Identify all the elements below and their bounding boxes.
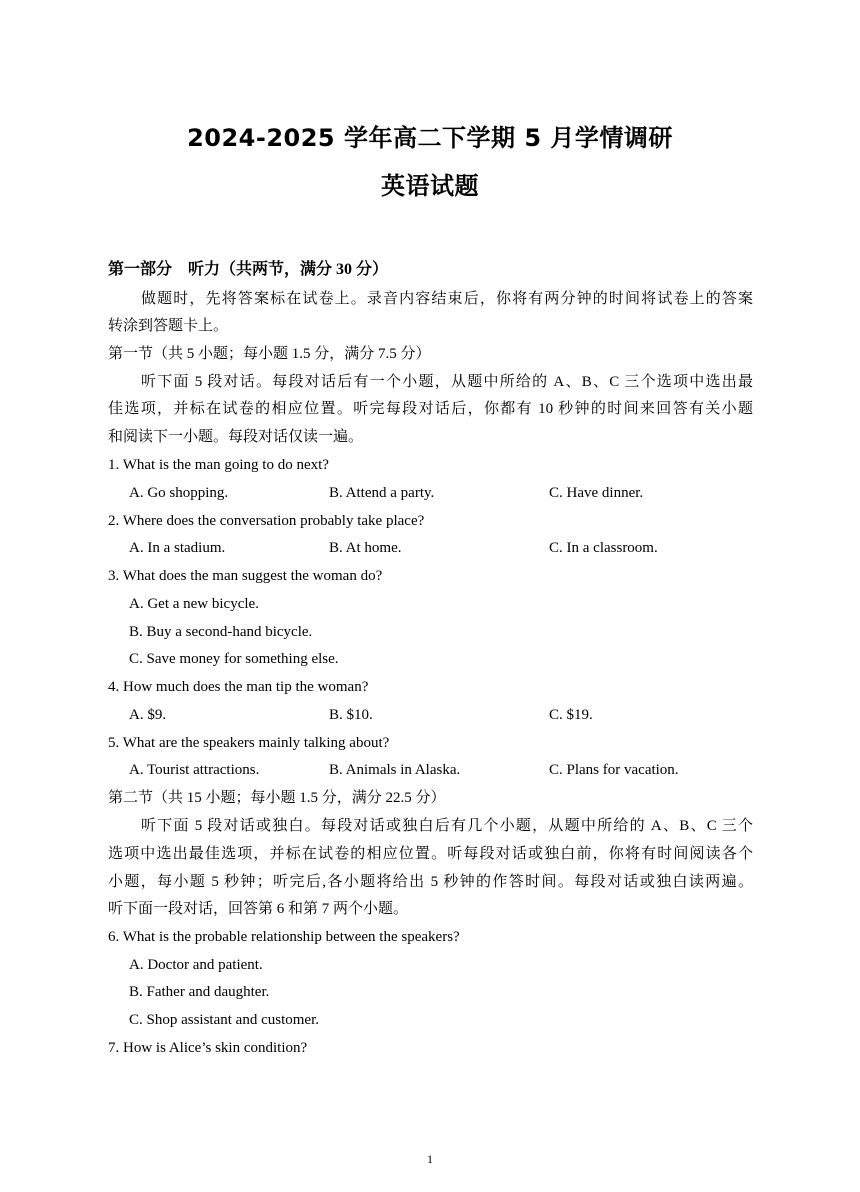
option-a: A. $9. [129, 707, 167, 723]
option-b: B. Father and daughter. [129, 984, 270, 1000]
section2-instructions-line: 小题，每小题 5 秒钟；听完后,各小题将给出 5 秒钟的作答时间。每段对话或独白读两遍。 [108, 874, 753, 890]
part1-heading: 第一部分 听力（共两节，满分 30 分） [108, 261, 389, 278]
option-a: A. Get a new bicycle. [129, 596, 259, 612]
question-stem: 3. What does the man suggest the woman do? [108, 568, 383, 584]
part1-intro-line: 做题时，先将答案标在试卷上。录音内容结束后，你将有两分钟的时间将试卷上的答案 [141, 291, 753, 307]
option-a: A. In a stadium. [129, 540, 226, 556]
question-stem: 1. What is the man going to do next? [108, 457, 329, 473]
question-stem: 6. What is the probable relationship between the speakers? [108, 929, 460, 945]
section1-instructions-line: 听下面 5 段对话。每段对话后有一个小题，从题中所给的 A、B、C 三个选项中选出最 [141, 374, 753, 390]
option-a: A. Tourist attractions. [129, 762, 260, 778]
dialogue-intro: 听下面一段对话，回答第 6 和第 7 两个小题。 [108, 901, 409, 917]
option-c: C. Shop assistant and customer. [129, 1012, 319, 1028]
option-a: A. Go shopping. [129, 485, 229, 501]
section1-instructions-line: 佳选项，并标在试卷的相应位置。听完每段对话后，你都有 10 秒钟的时间来回答有关小题 [108, 401, 753, 417]
option-a: A. Doctor and patient. [129, 957, 263, 973]
section1-instructions-line: 和阅读下一小题。每段对话仅读一遍。 [108, 429, 364, 445]
section2-instructions-line: 听下面 5 段对话或独白。每段对话或独白后有几个小题，从题中所给的 A、B、C 三个 [141, 818, 753, 834]
section1-heading: 第一节（共 5 小题；每小题 1.5 分，满分 7.5 分） [108, 346, 431, 362]
option-b: B. At home. [329, 540, 402, 556]
question-stem: 2. Where does the conversation probably take place? [108, 513, 425, 529]
question-stem: 5. What are the speakers mainly talking about? [108, 735, 390, 751]
question-stem: 7. How is Alice’s skin condition? [108, 1040, 308, 1056]
option-c: C. Have dinner. [549, 485, 644, 501]
option-b: B. $10. [329, 707, 373, 723]
option-c: C. In a classroom. [549, 540, 658, 556]
option-b: B. Buy a second-hand bicycle. [129, 624, 313, 640]
section2-heading: 第二节（共 15 小题；每小题 1.5 分，满分 22.5 分） [108, 790, 446, 806]
option-c: C. Plans for vacation. [549, 762, 679, 778]
question-stem: 4. How much does the man tip the woman? [108, 679, 369, 695]
option-c: C. $19. [549, 707, 593, 723]
exam-subject-title: 英语试题 [381, 172, 479, 200]
exam-title: 2024-2025 学年高二下学期 5 月学情调研 [187, 124, 673, 152]
section2-instructions-line: 选项中选出最佳选项，并标在试卷的相应位置。听每段对话或独白前，你将有时间阅读各个 [108, 846, 753, 862]
option-b: B. Animals in Alaska. [329, 762, 461, 778]
part1-intro-line: 转涂到答题卡上。 [108, 318, 229, 334]
option-b: B. Attend a party. [329, 485, 435, 501]
option-c: C. Save money for something else. [129, 651, 339, 667]
page-number: 1 [427, 1152, 433, 1166]
